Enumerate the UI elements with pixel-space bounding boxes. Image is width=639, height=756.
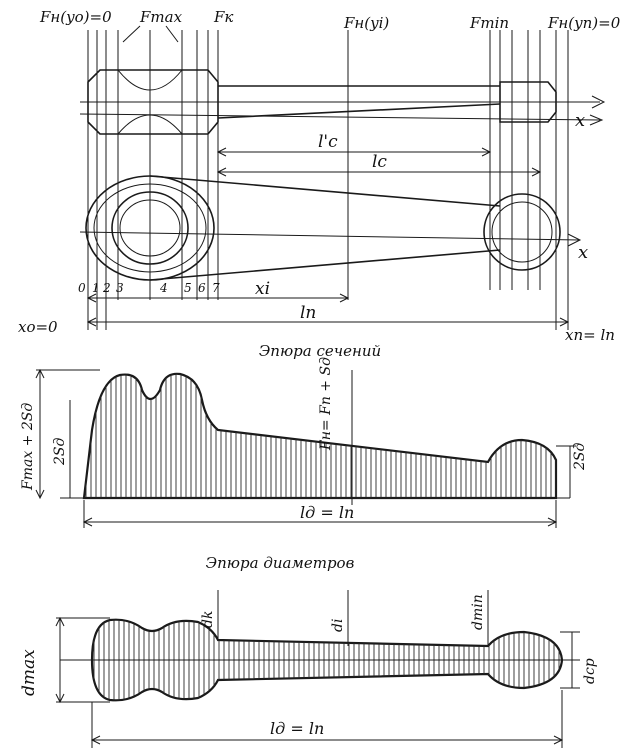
dim-di: di bbox=[330, 618, 346, 632]
section-right-dim: 2Sд bbox=[572, 442, 588, 470]
dim-xn: xп= ln bbox=[565, 326, 615, 344]
section-left-dim: Fmax + 2Sд bbox=[20, 402, 36, 490]
section-plot bbox=[20, 357, 588, 528]
section-tick-4: 4 bbox=[160, 281, 168, 295]
dimension-lines bbox=[88, 148, 568, 326]
label-fk: Fк bbox=[214, 8, 234, 26]
axis-x-top: x bbox=[575, 110, 586, 131]
section-tick-labels bbox=[78, 281, 220, 295]
dim-x0: xо=0 bbox=[18, 318, 58, 336]
section-length: lд = ln bbox=[300, 503, 355, 522]
diameter-length: lд = lп bbox=[270, 719, 325, 738]
section-tick-5: 5 bbox=[184, 281, 192, 295]
section-tick-7: 7 bbox=[212, 281, 220, 295]
diameter-plot bbox=[19, 590, 598, 748]
label-fmax: Fmax bbox=[140, 8, 183, 26]
section-small-dim: 2Sд bbox=[52, 437, 68, 465]
diameter-plot-caption: Эпюра диаметров bbox=[205, 554, 355, 572]
dim-lc-prime: l'c bbox=[318, 132, 338, 152]
section-tick-6: 6 bbox=[198, 281, 206, 295]
dim-dmin: dmin bbox=[470, 594, 486, 630]
label-fn-y0: Fн(yо)=0 bbox=[40, 8, 112, 26]
dim-xi: xi bbox=[255, 279, 271, 299]
section-tick-2: 2 bbox=[103, 281, 111, 295]
section-tick-1: 1 bbox=[92, 281, 100, 295]
section-tick-3: 3 bbox=[116, 281, 124, 295]
label-fn-yn: Fн(yп)=0 bbox=[548, 14, 621, 32]
section-tick-0: 0 bbox=[78, 281, 86, 295]
dim-dk: dk bbox=[200, 610, 216, 628]
dim-ln: ln bbox=[300, 303, 317, 323]
dim-dmax: dmax bbox=[19, 649, 39, 696]
section-plot-caption: Эпюра сечений bbox=[258, 342, 382, 360]
axis-x-mid: x bbox=[578, 242, 589, 263]
section-mid-label: Fн= Fn + Sд bbox=[318, 357, 334, 450]
rod-side-view bbox=[80, 70, 604, 134]
label-fn-yi: Fн(yi) bbox=[344, 14, 390, 32]
label-fmin: Fmin bbox=[470, 14, 510, 32]
dim-dcp: dcp bbox=[582, 658, 598, 684]
dim-lc: lc bbox=[372, 152, 387, 172]
rod-plan-view bbox=[80, 176, 580, 280]
